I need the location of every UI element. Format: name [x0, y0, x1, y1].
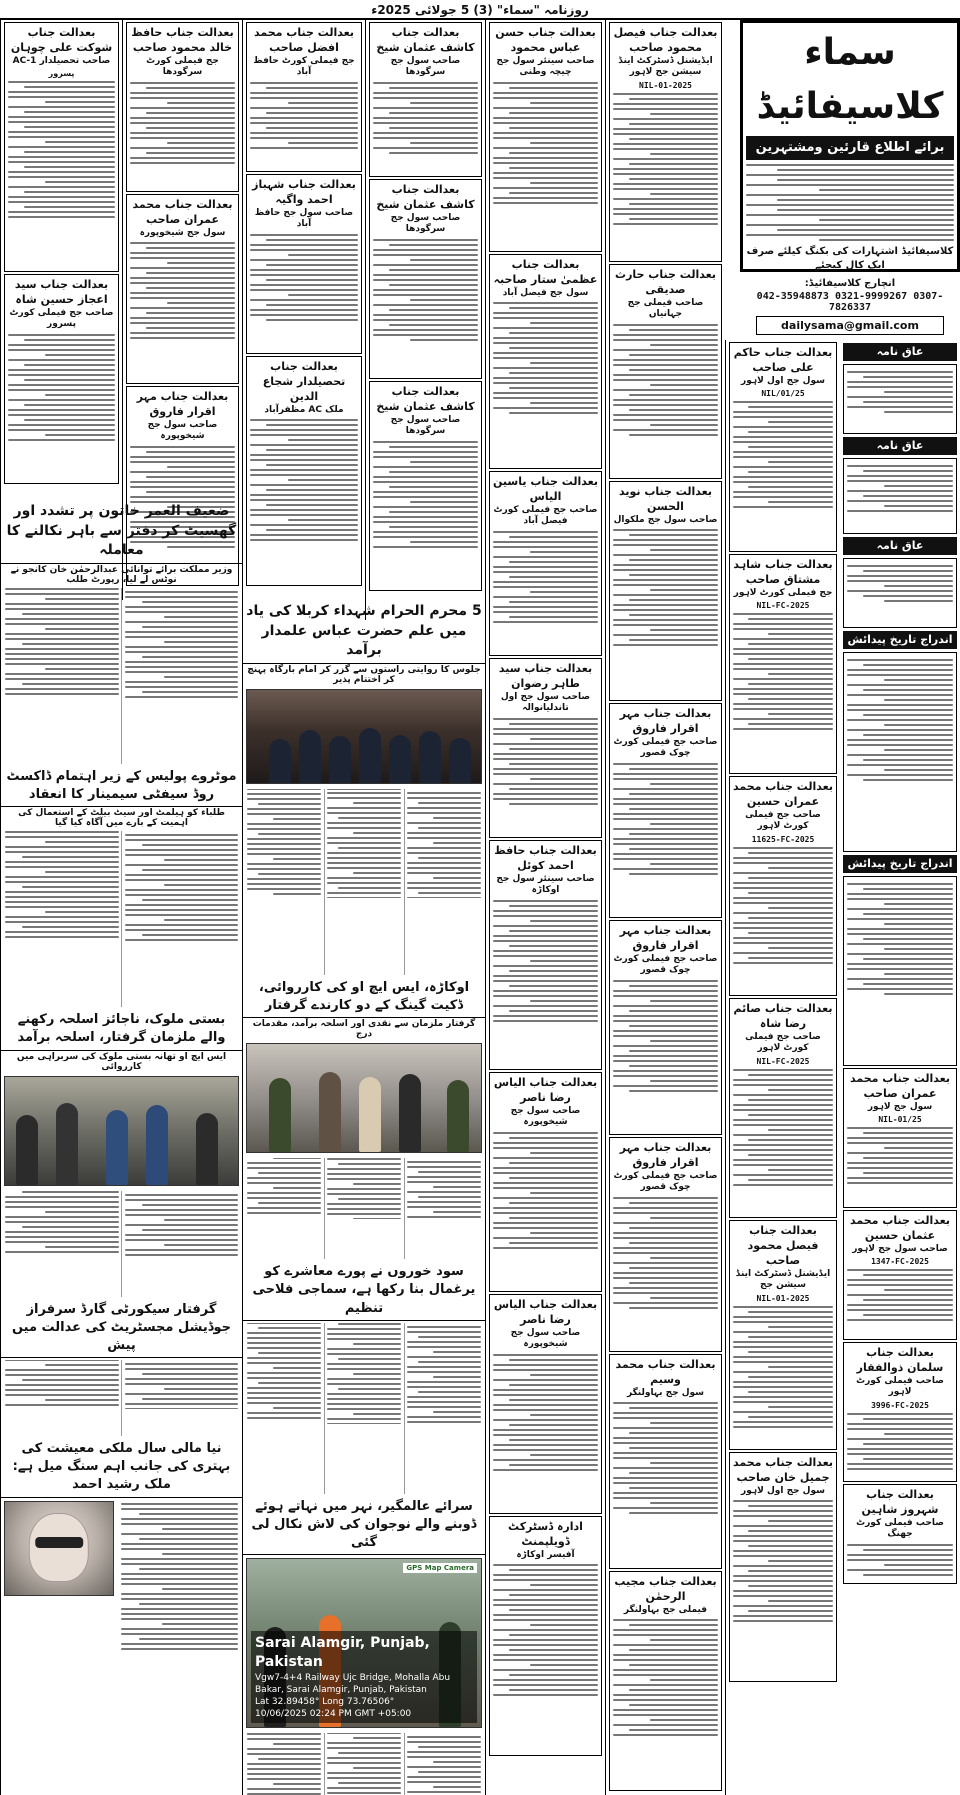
court-notice — [843, 1210, 957, 1340]
court-notice-title: بعدالت جناب مہر اقرار فاروق — [136, 390, 229, 418]
court-notice-title: بعدالت جناب محمد عمران صاحب — [850, 1072, 950, 1100]
court-notice-subtitle: صاحب سول جج شیخوپورہ — [510, 1327, 581, 1350]
court-notice-title: بعدالت جناب عظمیٰ ستار صاحبہ — [493, 258, 598, 286]
court-notice — [489, 658, 602, 838]
court-notice-title: بعدالت جناب شہروز شاہین — [861, 1488, 939, 1516]
court-notice-title: بعدالت جناب حاکم علی صاحب — [733, 346, 833, 374]
court-notice-title: بعدالت جناب حارث صدیقی — [615, 268, 716, 296]
court-notice-title: بعدالت جناب صائم رضا شاہ — [733, 1002, 833, 1030]
column-5 — [365, 20, 485, 620]
news-2-subhead: طلباء کو ہیلمٹ اور سیٹ بیلٹ کے استعمال کی اہمیت کے بارے میں آگاہ کیا گیا — [18, 808, 225, 829]
case-number: پسرور — [48, 69, 75, 79]
court-notice-title: ادارہ ڈسٹرکٹ ڈویلپمنٹ — [508, 1520, 583, 1548]
news-1-headline: ضعیف العمر خاتون پر تشدد اور گھسیٹ کر دفتر سے باہر نکالنے کا معاملہ — [1, 500, 242, 564]
court-notice — [489, 840, 602, 1070]
court-notice-subtitle: صاحب جج فیملی کورٹ پسرور — [9, 307, 114, 330]
court-notice-title: بعدالت جناب یاسین الیاس — [493, 475, 598, 503]
court-notice-title: بعدالت جناب محمد عمران حسین — [733, 780, 833, 808]
news-6-headline: 5 محرم الحرام شہداء کربلا کی یاد میں علم حضرت عباس علمدار برآمد — [243, 600, 485, 664]
court-notice-subtitle: ایڈیشنل ڈسٹرکٹ اینڈ سیشن جج لاہور — [618, 55, 713, 78]
court-notice — [369, 381, 482, 591]
court-notice — [729, 776, 837, 996]
court-notice-subtitle: صاحب جج فیملی کورٹ لاہور — [745, 1031, 821, 1054]
court-notice — [4, 22, 119, 272]
news-7-subhead: گرفتار ملزمان سے نقدی اور اسلحہ برآمد، مقدمات درج — [252, 1019, 476, 1040]
court-notice-title: بعدالت جناب کاشف عثمان شیخ — [376, 26, 475, 54]
case-number: NIL-01/25 — [878, 1115, 922, 1125]
arrest-photo — [4, 1076, 239, 1186]
court-notice-subtitle: جج فیملی کورٹ لاہور — [733, 587, 833, 598]
court-notice — [369, 179, 482, 379]
court-notice — [4, 274, 119, 484]
court-notice — [729, 554, 837, 774]
court-notice — [126, 22, 239, 192]
case-number: 1347-FC-2025 — [871, 1257, 929, 1267]
court-notice-subtitle: سول جج اول لاہور — [741, 1485, 825, 1496]
gps-address: Vgw7-4+4 Railway Ujc Bridge, Mohalla Abu Bakar, Sarai Alamgir, Punjab, Pakistan — [255, 1672, 451, 1695]
masthead: روزنامہ "سماء" (3) 5 جولائی 2025ء — [0, 0, 960, 20]
court-notice-title: بعدالت جناب فیصل محمود صاحب — [747, 1224, 819, 1267]
news-6-body — [243, 787, 485, 977]
case-number: 11625-FC-2025 — [751, 835, 815, 845]
court-notice — [609, 920, 722, 1135]
column-aq-nama — [840, 340, 960, 1795]
court-notice-subtitle: جج فیملی کورٹ حافظ آباد — [253, 55, 355, 78]
court-notice-title: بعدالت جناب سید اعجاز حسین شاہ — [14, 278, 109, 306]
court-notice-title: بعدالت جناب محمد وسیم — [615, 1358, 716, 1386]
news-3-headline: بستی ملوک، ناجائز اسلحہ رکھنے والے ملزمان گرفتار، اسلحہ برآمد — [1, 1009, 242, 1050]
email-address: dailysama@gmail.com — [756, 316, 944, 335]
court-notice-title: بعدالت جناب الیاس رضا ناصر — [493, 1076, 598, 1104]
court-notice-subtitle: جج فیملی کورٹ سرگودھا — [146, 55, 219, 78]
court-notice-title: بعدالت جناب محمد جمیل خان صاحب — [733, 1456, 833, 1484]
court-notice-subtitle: صاحب سول جج لاہور — [852, 1243, 948, 1254]
brand-subtitle: برائے اطلاع قارئین ومشتہرین — [746, 136, 954, 160]
court-notice-subtitle: صاحب سول جج شیخوپورہ — [510, 1105, 581, 1128]
case-number: 3996-FC-2025 — [871, 1401, 929, 1411]
court-notice-subtitle: سول جج فیصل آباد — [502, 287, 589, 298]
court-notice-title: بعدالت جناب محمد عثمان حسین — [850, 1214, 950, 1242]
court-notice-subtitle: سول جج شیخوپورہ — [139, 227, 226, 238]
news-4-body — [1, 1358, 242, 1438]
court-notice-title: بعدالت جناب محمد افضل صاحب — [254, 26, 354, 54]
court-notice-title: بعدالت جناب کاشف عثمان شیخ — [376, 183, 475, 211]
court-notice-title: بعدالت جناب الیاس رضا ناصر — [493, 1298, 598, 1326]
court-notice — [489, 1072, 602, 1292]
court-notice-subtitle: سول جج لاہور — [867, 1101, 933, 1112]
court-notice — [729, 1220, 837, 1450]
court-notice-title: بعدالت جناب حسن عباس محمود — [495, 26, 596, 54]
court-notice-subtitle: آفیسر اوکاڑہ — [516, 1549, 575, 1560]
section-aq-2: عاق نامہ — [843, 437, 957, 455]
court-notice-subtitle: صاحب سول جج ملکوال — [613, 514, 718, 525]
court-notice — [489, 1294, 602, 1514]
phone-numbers: 042-35948873 0321-9999267 0307-7826337 — [756, 291, 944, 313]
news-5-body — [1, 1498, 242, 1698]
column-4 — [485, 20, 605, 1795]
section-dob-1: اندراج تاریخ پیدائش — [843, 631, 957, 649]
aq-notice-3 — [843, 558, 957, 628]
court-notice-subtitle: صاحب سینئر سول جج اوکاڑہ — [496, 873, 595, 896]
court-notice-title: بعدالت جناب تحصیلدار شجاع الدین — [262, 360, 346, 403]
section-aq-1: عاق نامہ — [843, 343, 957, 361]
court-notice-subtitle: صاحب تحصیلدار AC-1 — [12, 55, 111, 66]
court-notice-title: بعدالت جناب مہر اقرار فاروق — [619, 1141, 712, 1169]
news-center-column — [242, 600, 485, 1795]
court-notice — [489, 254, 602, 469]
court-notice — [126, 194, 239, 384]
court-notice-subtitle: ایڈیشنل ڈسٹرکٹ اینڈ سیشن جج — [735, 1268, 831, 1291]
court-notice-subtitle: صاحب جج فیملی کورٹ چوک قصور — [613, 736, 718, 759]
gps-time: 10/06/2025 02:24 PM GMT +05:00 — [255, 1709, 412, 1720]
court-notice-subtitle: صاحب فیملی کورٹ جھنگ — [856, 1517, 944, 1540]
news-2-headline: موٹروے پولیس کے زیر اہتمام ڈاکسٹ روڈ سیفٹی سیمینار کا انعقاد — [1, 766, 242, 807]
court-notice-subtitle: صاحب جج فیملی کورٹ چوک قصور — [613, 953, 718, 976]
court-notice — [246, 22, 362, 172]
court-notice — [729, 1452, 837, 1682]
court-notice — [609, 1137, 722, 1352]
court-notice-subtitle: صاحب فیملی جج جہانیاں — [627, 297, 704, 320]
case-number: NIL-01-2025 — [639, 81, 692, 91]
gps-latlong: Lat 32.89458° Long 73.76506° — [255, 1697, 395, 1707]
court-notice — [609, 1354, 722, 1569]
court-notice — [729, 998, 837, 1218]
court-notice-subtitle: صاحب سول جج اول تاندلیانوالہ — [500, 691, 591, 714]
court-notice-title: بعدالت جناب شہباز احمد واگیہ — [252, 178, 356, 206]
court-notice — [369, 22, 482, 177]
court-notice — [843, 1342, 957, 1482]
court-notice — [843, 1484, 957, 1584]
court-notice-title: بعدالت جناب محمد عمران صاحب — [132, 198, 233, 226]
portrait-photo — [4, 1501, 114, 1596]
court-notice-subtitle: فیملی جج بہاولنگر — [623, 1604, 708, 1615]
gps-place: Sarai Alamgir, Punjab, Pakistan — [255, 1634, 430, 1670]
gps-tag: GPS Map Camera — [403, 1563, 477, 1573]
court-notice-subtitle: صاحب فیملی کورٹ لاہور — [856, 1375, 944, 1398]
procession-photo — [246, 689, 482, 784]
court-notice — [489, 1516, 602, 1756]
column-6 — [242, 20, 365, 620]
police-photo — [246, 1043, 482, 1153]
section-dob-2: اندراج تاریخ پیدائش — [843, 855, 957, 873]
court-notice — [489, 22, 602, 252]
column-2 — [725, 340, 840, 1795]
court-notice — [609, 481, 722, 701]
court-notice-title: بعدالت جناب سلمان ذوالفقار — [856, 1346, 944, 1374]
news-7-body — [243, 1156, 485, 1261]
court-notice-title: بعدالت جناب مہر اقرار فاروق — [619, 707, 712, 735]
court-notice — [609, 1571, 722, 1791]
court-notice-subtitle: صاحب جج فیملی کورٹ لاہور — [745, 809, 821, 832]
news-6-subhead: جلوس کا روایتی راستوں سے گزر کر امام بارگاہ پہنچ کر اختتام پذیر — [247, 664, 481, 685]
court-notice-title: بعدالت جناب حافظ خالد محمود صاحب — [131, 26, 234, 54]
court-notice-title: بعدالت جناب مہر اقرار فاروق — [619, 924, 712, 952]
news-3-body — [1, 1189, 242, 1299]
court-notice — [843, 1068, 957, 1208]
court-notice-title: بعدالت جناب نوید الحسن — [618, 485, 712, 513]
court-notice-subtitle: سول جج اول لاہور — [741, 375, 825, 386]
court-notice-subtitle: صاحب سول جج سرگودھا — [390, 414, 461, 437]
court-notice-title: بعدالت جناب فیصل محمود صاحب — [613, 26, 718, 54]
dob-notice-1 — [843, 652, 957, 852]
court-notice-subtitle: صاحب سول جج سرگودھا — [390, 212, 461, 235]
news-1-body — [1, 586, 242, 766]
dob-notice-2 — [843, 876, 957, 1066]
aq-notice-2 — [843, 458, 957, 534]
court-notice-title: بعدالت جناب کاشف عثمان شیخ — [376, 385, 475, 413]
news-3-subhead: ایس ایچ او تھانہ بستی ملوک کی سربراہی میں کارروائی — [16, 1051, 227, 1072]
court-notice — [246, 174, 362, 354]
case-number: NIL/01/25 — [761, 389, 805, 399]
news-5-headline: نیا مالی سال ملکی معیشت کی بہتری کی جانب اہم سنگ میل ہے: ملک رشید احمد — [1, 1438, 242, 1498]
court-notice — [246, 356, 362, 586]
court-notice — [729, 342, 837, 552]
column-8 — [0, 20, 122, 500]
news-1-subhead: وزیر مملکت برائے توانائی عبدالرحمٰن خان کانجو نے نوٹس لے لیا، رپورٹ طلب — [10, 564, 233, 585]
court-notice-subtitle: صاحب سول جج حافظ آباد — [254, 207, 354, 230]
news-4-headline: گرفتار سیکورٹی گارڈ سرفراز جوڈیشل مجسٹریٹ کی عدالت میں پیش — [1, 1299, 242, 1359]
court-notice-title: بعدالت جناب سید طاہر رضوان — [498, 662, 593, 690]
news-9-body — [243, 1731, 485, 1795]
court-notice-title: بعدالت جناب شوکت علی چوہان — [10, 26, 113, 54]
court-notice-subtitle: صاحب سول جج سرگودھا — [390, 55, 461, 78]
news-left-column — [0, 500, 242, 1795]
court-notice-subtitle: صاحب جج فیملی کورٹ فیصل آباد — [493, 504, 598, 527]
section-aq-3: عاق نامہ — [843, 537, 957, 555]
case-number: NIL-FC-2025 — [756, 1057, 810, 1067]
court-notice-subtitle: صاحب سینئر سول جج چیچہ وطنی — [496, 55, 595, 78]
news-2-body — [1, 829, 242, 1009]
news-9-headline: سرائے عالمگیر، نہر میں نہاتے ہوئے ڈوبنے والے نوجوان کی لاش نکال لی گئی — [243, 1496, 485, 1556]
brand-title: سماء کلاسیفائیڈ — [756, 32, 944, 127]
court-notice — [609, 703, 722, 918]
booking-text: کلاسیفائیڈ اشتہارات کی بکنگ کیلئے صرف ایک کال کیجئے — [746, 246, 954, 271]
court-notice — [609, 22, 722, 262]
court-notice-subtitle: سول جج بہاولنگر — [626, 1387, 705, 1398]
court-notice-title: بعدالت جناب شاہد مشتاق صاحب — [733, 558, 833, 586]
phones-label: انچارج کلاسیفائیڈ: — [804, 278, 896, 289]
classified-header — [740, 20, 960, 332]
court-notice-subtitle: صاحب جج فیملی کورٹ چوک قصور — [613, 1170, 718, 1193]
court-notice-title: بعدالت جناب حافظ احمد کوئل — [494, 844, 597, 872]
case-number: NIL-01-2025 — [756, 1293, 810, 1303]
gps-overlay — [251, 1631, 477, 1723]
news-7-headline: اوکاڑہ، ایس ایچ او کی کارروائی، ڈکیت گینگ کے دو کارندے گرفتار — [243, 977, 485, 1018]
news-8-body — [243, 1321, 485, 1496]
court-notice — [609, 264, 722, 479]
column-3 — [605, 20, 725, 1795]
court-notice — [489, 471, 602, 656]
court-notice-subtitle: ملک AC مظفرآباد — [264, 404, 344, 415]
news-8-headline: سود خوروں نے پورے معاشرے کو یرغمال بنا رکھا ہے، سماجی فلاحی تنظیم — [243, 1261, 485, 1321]
gps-photo — [246, 1558, 482, 1728]
court-notice-title: بعدالت جناب مجیب الرحمٰن — [614, 1575, 717, 1603]
aq-notice-1 — [843, 364, 957, 434]
court-notice-subtitle: صاحب سول جج شیخوپورہ — [147, 419, 218, 442]
case-number: NIL-FC-2025 — [756, 601, 810, 611]
brand-notice — [746, 164, 954, 241]
